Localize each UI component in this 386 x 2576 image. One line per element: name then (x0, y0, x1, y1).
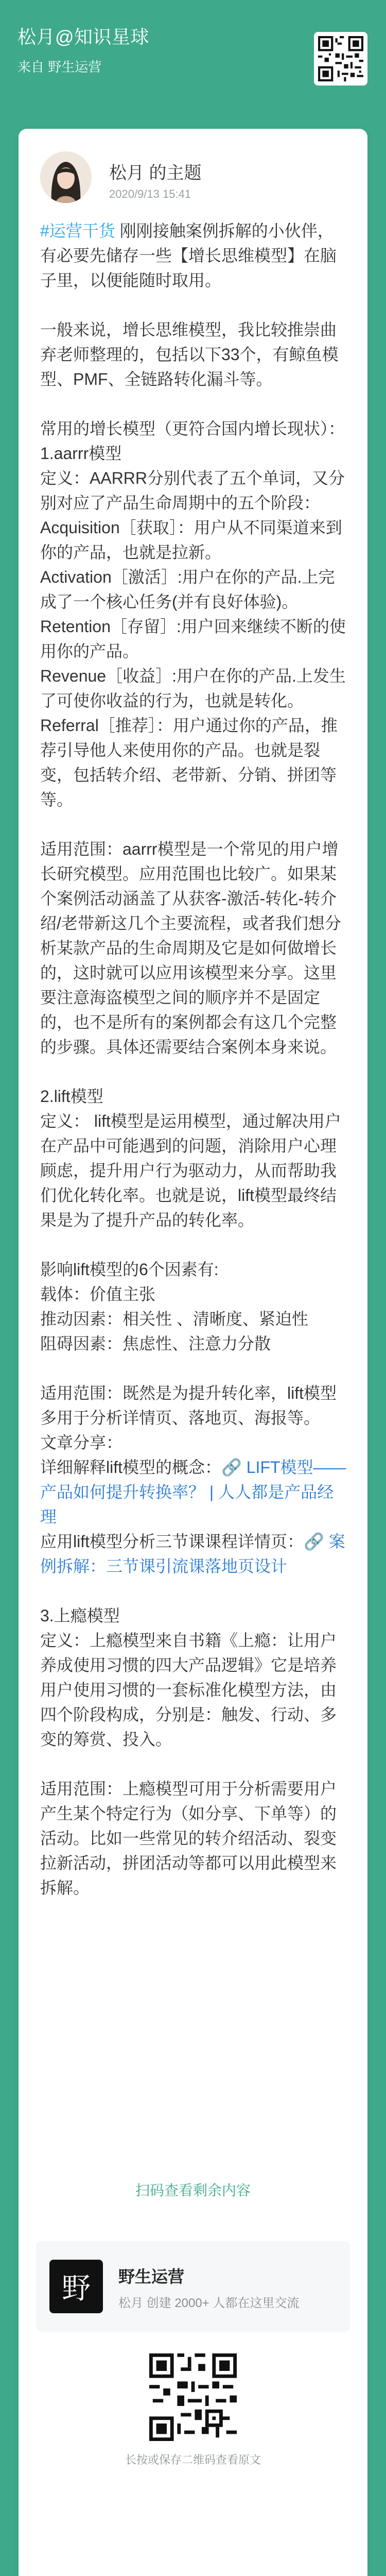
lift-apply-prefix: 应用lift模型分析三节课课程详情页： (40, 1532, 304, 1551)
intro-text: 刚刚接触案例拆解的小伙伴，有必要先储存一些【增长思维模型】在脑子里，以便能随时取用。 (40, 222, 337, 290)
hashtag-link[interactable]: #运营干货 (40, 222, 115, 240)
lift-detail-line (40, 1455, 349, 1529)
lift-block-factors: 阻碍因素：焦虑性、注意力分散 (40, 1334, 271, 1353)
author-name[interactable]: 松月 (109, 163, 144, 183)
scan-for-more-link[interactable]: 扫码查看剩余内容 (135, 2182, 251, 2198)
post-intro (40, 218, 349, 293)
qr-code-top[interactable] (314, 32, 367, 86)
avatar[interactable] (40, 151, 92, 203)
lift-scope: 适用范围：既然是为提升转化率，lift模型多用于分析详情页、落地页、海报等。 (40, 1384, 337, 1427)
header (17, 25, 149, 77)
article-share-label: 文章分享： (40, 1433, 123, 1452)
paragraph-model-list: 一般来说，增长思维模型，我比较推崇曲弃老师整理的，包括以下33个，有鲸鱼模型、PMF、全链路转化漏斗等。 (40, 320, 339, 388)
author-name-suffix: 的主题 (144, 163, 202, 183)
aarrr-title: 1.aarrr模型 (40, 444, 122, 463)
aarrr-activation: Activation［激活］:用户在你的产品.上完成了一个核心任务(并有良好体验)。 (40, 568, 335, 611)
qr-code-icon (318, 36, 363, 81)
aarrr-referral: Referral［推荐］：用户通过你的产品，推荐引导他人来使用你的产品。也就是裂变，包括转介绍、老带新、分销、拼团等等。 (40, 716, 338, 809)
header-subtitle: 来自 野生运营 (17, 59, 102, 75)
qr-code-bottom[interactable] (149, 2353, 237, 2441)
aarrr-acquisition: Acquisition［获取］：用户从不同渠道来到你的产品，也就是拉新。 (40, 518, 342, 562)
lift-detail-prefix: 详细解释lift模型的概念： (40, 1458, 222, 1477)
aarrr-definition: 定义：AARRR分别代表了五个单词，又分别对应了产品生命周期中的五个阶段： (40, 469, 345, 512)
group-logo-glyph: 野 (62, 2272, 91, 2306)
group-meta: 松月 创建 2000+ 人都在这里交流 (118, 2296, 300, 2310)
group-name: 野生运营 (118, 2267, 185, 2286)
hook-title: 3.上瘾模型 (40, 1606, 120, 1625)
aarrr-retention: Retention［存留］:用户回来继续不断的使用你的产品。 (40, 617, 346, 660)
qr-hint-text: 长按或保存二维码查看原文 (125, 2453, 261, 2466)
lift-carrier: 载体：价值主张 (40, 1285, 156, 1303)
content-fade-overlay (19, 2071, 367, 2154)
post-date: 2020/9/13 15:41 (109, 188, 191, 200)
hook-definition: 定义：上瘾模型来自书籍《上瘾：让用户养成使用习惯的四大产品逻辑》它是培养用户使用习惯的一套标准化模型方法，由四个阶段构成，分别是：触发、行动、多变的筹赏、投入。 (40, 1631, 337, 1749)
group-logo (49, 2260, 103, 2313)
avatar-image-icon (40, 151, 92, 203)
lift-apply-line (40, 1529, 349, 1579)
lift-title: 2.lift模型 (40, 1087, 103, 1106)
lift-apply-link[interactable]: 🔗 案例拆解：三节课引流课落地页设计 (40, 1532, 345, 1575)
hook-scope: 适用范围：上瘾模型可用于分析需要用户产生某个特定行为（如分享、下单等）的活动。比如一些常见的转介绍活动、裂变拉新活动，拼团活动等都可以用此模型来拆解。 (40, 1780, 337, 1897)
header-title: 松月@知识星球 (17, 26, 150, 47)
group-card[interactable] (36, 2241, 350, 2332)
lift-detail-link[interactable]: 🔗 LIFT模型——产品如何提升转换率？ | 人人都是产品经理 (40, 1458, 346, 1526)
qr-code-icon (149, 2353, 237, 2441)
aarrr-scope: 适用范围：aarrr模型是一个常见的用户增长研究模型。应用范围也比较广。如果某个案例活动涵盖了从获客-激活-转化-转介绍/老带新这几个主要流程，或者我们想分析某款产品的生命周期及它是如何做增长的，这时就可以应用该模型来分享。这里要注意海盗模型之间的顺序并不是固定的，也不是所有的案例都会有这几个完整的步骤。具体还需要结合案例本身来说。 (40, 840, 341, 1056)
author-name-line (109, 159, 201, 184)
lift-push-factors: 推动因素：相关性 、清晰度、紧迫性 (40, 1310, 308, 1328)
aarrr-revenue: Revenue［收益］:用户在你的产品.上发生了可使你收益的行为，也就是转化。 (40, 667, 346, 710)
paragraph-common-models: 常用的增长模型（更符合国内增长现状）： (40, 419, 345, 438)
lift-definition: 定义： lift模型是运用模型，通过解决用户在产品中可能遇到的问题，消除用户心理顾虑，提升用户行为驱动力，从而帮助我们优化转化率。也就是说，lift模型最终结果是为了提升产品的转化率。 (40, 1112, 341, 1229)
post-card (19, 129, 367, 2576)
lift-factors: 影响lift模型的6个因素有: (40, 1260, 219, 1279)
post-content (40, 218, 349, 1900)
